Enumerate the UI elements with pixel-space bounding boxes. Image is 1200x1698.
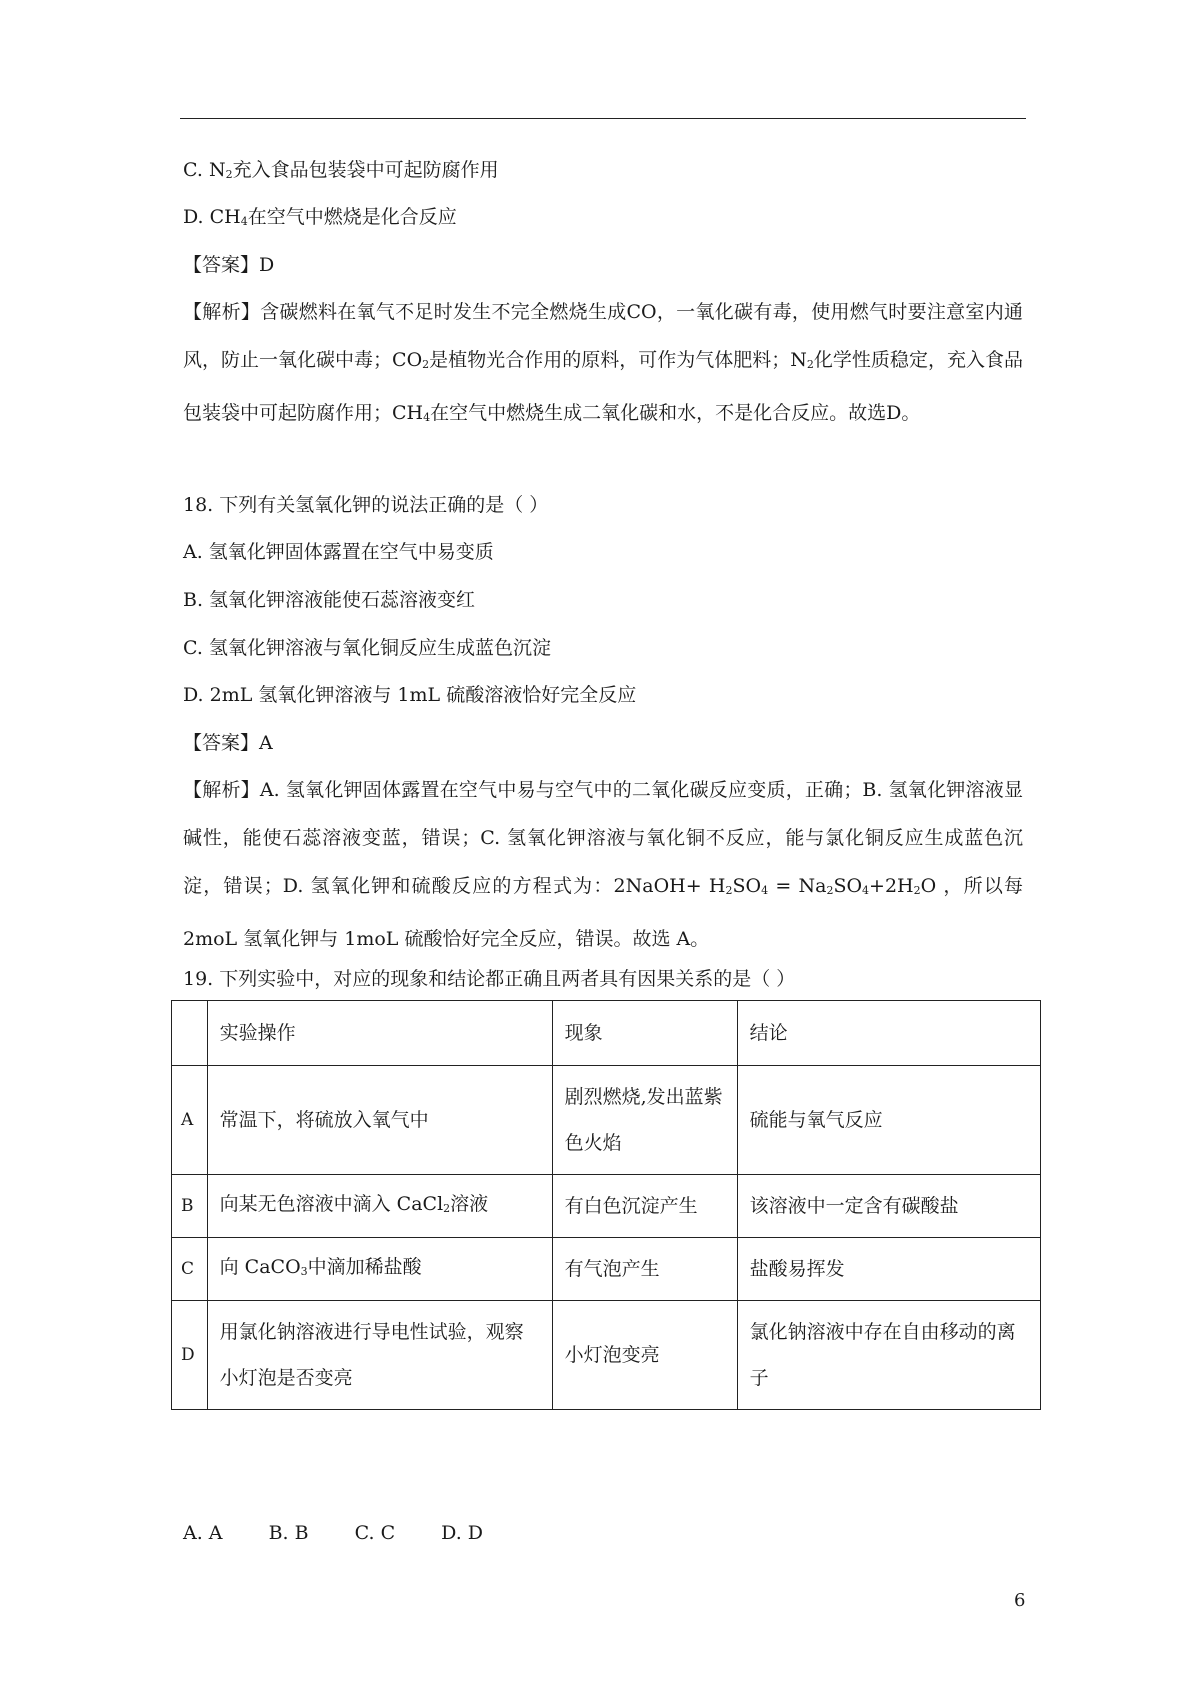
table-row xyxy=(172,1238,1041,1301)
row-letter: A xyxy=(172,1066,208,1175)
row-letter: C xyxy=(172,1238,208,1301)
table-row xyxy=(172,1175,1041,1238)
q19-stem: 19. 下列实验中，对应的现象和结论都正确且两者具有因果关系的是（ ） xyxy=(183,968,796,990)
table-header-row xyxy=(172,1001,1041,1066)
row-operation: 用氯化钠溶液进行导电性试验，观察小灯泡是否变亮 xyxy=(207,1301,552,1410)
q18-option-a: A. 氢氧化钾固体露置在空气中易变质 xyxy=(183,541,494,563)
row-conclusion: 该溶液中一定含有碳酸盐 xyxy=(737,1175,1040,1238)
q18-analysis: 【解析】A. 氢氧化钾固体露置在空气中易与空气中的二氧化碳反应变质，正确；B. 氢氧化钾溶液显碱性，能使石蕊溶液变蓝，错误；C. 氢氧化钾溶液与氧化铜不反应，能与氯化铜反应生成蓝色沉淀，错误；D. 氢氧化钾和硫酸反应的方程式为：2NaOH+ $H_2SO_4 = Na_2SO_4+2H_2O$ ，所以每 2moL 氢氧化钾与 1moL 硫酸恰好完全反应，错误。故选 A。 xyxy=(183,779,1024,950)
row-phenomenon: 小灯泡变亮 xyxy=(552,1301,737,1410)
row-operation: 向某无色溶液中滴入 CaCl$_2$溶液 xyxy=(207,1175,552,1238)
table-row xyxy=(172,1301,1041,1410)
table-header-cell: 现象 xyxy=(552,1001,737,1066)
row-conclusion: 氯化钠溶液中存在自由移动的离子 xyxy=(737,1301,1040,1410)
table-header-cell xyxy=(172,1001,208,1066)
table-header-cell: 结论 xyxy=(737,1001,1040,1066)
q18-option-d: D. 2mL 氢氧化钾溶液与 1mL 硫酸溶液恰好完全反应 xyxy=(183,684,637,706)
header-rule xyxy=(180,118,1026,119)
q17-option-c: C. $N_2$充入食品包装袋中可起防腐作用 xyxy=(183,159,499,181)
row-phenomenon: 剧烈燃烧,发出蓝紫色火焰 xyxy=(552,1066,737,1175)
table-header-cell: 实验操作 xyxy=(207,1001,552,1066)
q19-option-a: A. A xyxy=(183,1522,223,1544)
q18-stem: 18. 下列有关氢氧化钾的说法正确的是（ ） xyxy=(183,494,549,516)
q17-answer: 【答案】D xyxy=(183,254,275,276)
q17-analysis: 【解析】含碳燃料在氧气不足时发生不完全燃烧生成CO，一氧化碳有毒，使用燃气时要注意室内通风，防止一氧化碳中毒；$CO_2$是植物光合作用的原料，可作为气体肥料；$N_2$化学性质稳定，充入食品包装袋中可起防腐作用；$CH_4$在空气中燃烧生成二氧化碳和水，不是化合反应。故选D。 xyxy=(183,301,1023,424)
row-letter: B xyxy=(172,1175,208,1238)
q19-option-d: D. D xyxy=(441,1522,484,1544)
row-operation: 向 CaCO$_3$中滴加稀盐酸 xyxy=(207,1238,552,1301)
q19-options xyxy=(183,1522,523,1544)
row-letter: D xyxy=(172,1301,208,1410)
q18-option-b: B. 氢氧化钾溶液能使石蕊溶液变红 xyxy=(183,589,476,611)
q18-answer: 【答案】A xyxy=(183,732,273,754)
row-conclusion: 盐酸易挥发 xyxy=(737,1238,1040,1301)
page-number: 6 xyxy=(1014,1590,1026,1611)
row-operation: 常温下，将硫放入氧气中 xyxy=(207,1066,552,1175)
row-phenomenon: 有白色沉淀产生 xyxy=(552,1175,737,1238)
q18-option-c: C. 氢氧化钾溶液与氧化铜反应生成蓝色沉淀 xyxy=(183,637,551,659)
experiment-table xyxy=(171,1000,1041,1410)
row-phenomenon: 有气泡产生 xyxy=(552,1238,737,1301)
row-conclusion: 硫能与氧气反应 xyxy=(737,1066,1040,1175)
q19-option-c: C. C xyxy=(354,1522,396,1544)
q19-option-b: B. B xyxy=(268,1522,309,1544)
q17-option-d: D. $CH_4$在空气中燃烧是化合反应 xyxy=(183,206,457,228)
table-row xyxy=(172,1066,1041,1175)
